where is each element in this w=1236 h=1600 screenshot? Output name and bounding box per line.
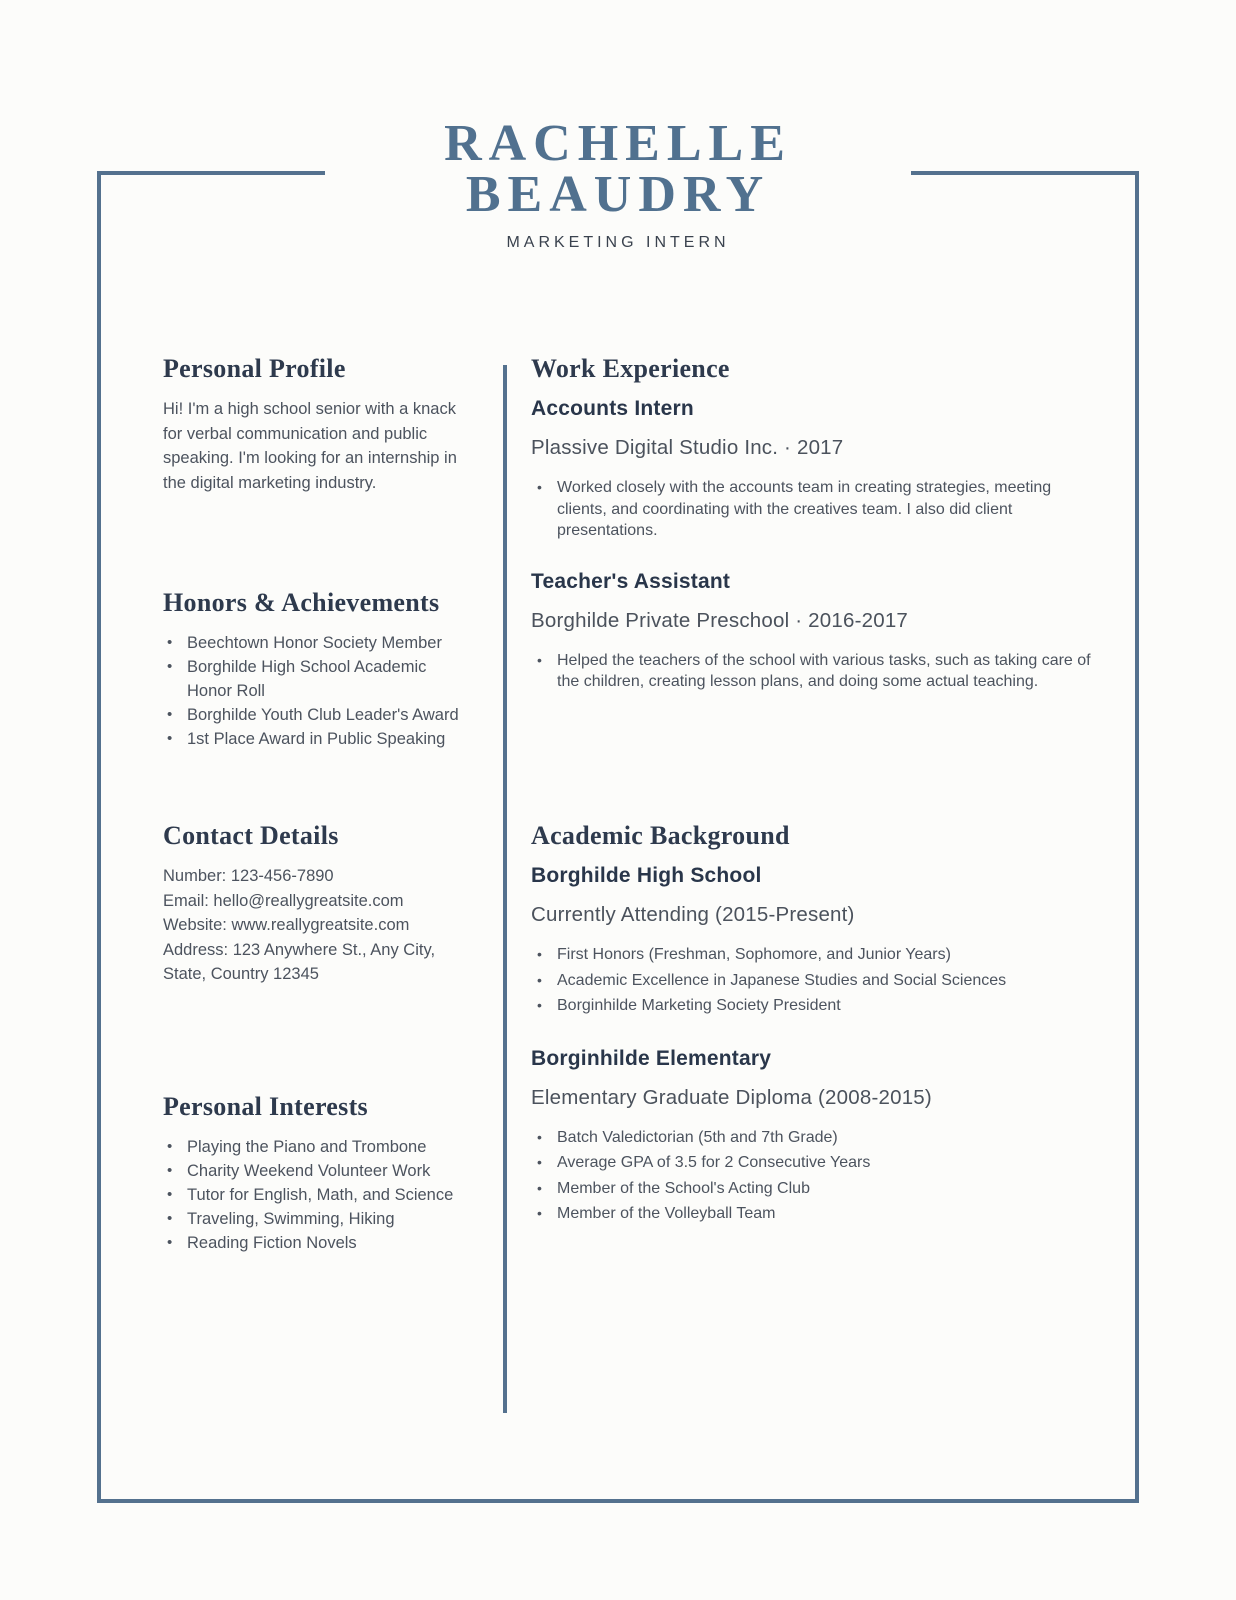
list-item: • Borghilde High School Academic Honor Roll bbox=[163, 655, 471, 703]
header bbox=[325, 112, 911, 266]
name-line-2: BEAUDRY bbox=[465, 166, 771, 223]
profile-text: Hi! I'm a high school senior with a knack for verbal communication and public speaking. I'm looking for an internship in the digital marketing industry. bbox=[163, 400, 457, 492]
contact-lines bbox=[163, 864, 471, 987]
section-interests bbox=[163, 1090, 471, 1255]
list-item: • Beechtown Honor Society Member bbox=[163, 631, 471, 655]
section-contact bbox=[163, 819, 471, 987]
job-title: Accounts Intern bbox=[531, 397, 694, 420]
list-item: • Tutor for English, Math, and Science bbox=[163, 1183, 471, 1207]
job-entry bbox=[531, 397, 1103, 542]
name-line-1: RACHELLE bbox=[444, 115, 792, 172]
contact-email: Email: hello@reallygreatsite.com bbox=[163, 891, 404, 910]
section-honors bbox=[163, 586, 471, 751]
section-heading: Academic Background bbox=[531, 821, 790, 850]
list-item: • Member of the Volleyball Team bbox=[531, 1203, 1103, 1225]
list-item: • Borginhilde Marketing Society President bbox=[531, 995, 1103, 1017]
person-name bbox=[325, 115, 911, 223]
section-personal-profile bbox=[163, 352, 471, 495]
school-entry bbox=[531, 864, 1103, 1017]
job-bullets bbox=[531, 477, 1103, 542]
list-item: • Borghilde Youth Club Leader's Award bbox=[163, 703, 471, 727]
honors-list bbox=[163, 631, 471, 751]
section-heading: Personal Interests bbox=[163, 1092, 368, 1121]
school-sub: Currently Attending (2015-Present) bbox=[531, 903, 855, 926]
school-sub: Elementary Graduate Diploma (2008-2015) bbox=[531, 1085, 932, 1109]
list-item: • Average GPA of 3.5 for 2 Consecutive Years bbox=[531, 1152, 1103, 1174]
job-org: Plassive Digital Studio Inc. · 2017 bbox=[531, 436, 844, 459]
list-item: • Worked closely with the accounts team in creating strategies, meeting clients, and coordinating with the creatives team. I also did client presentations. bbox=[531, 477, 1103, 542]
section-heading: Work Experience bbox=[531, 354, 730, 383]
list-item: • Helped the teachers of the school with various tasks, such as taking care of the children, creating lesson plans, and doing some actual teaching. bbox=[531, 650, 1103, 693]
job-org: Borghilde Private Preschool · 2016-2017 bbox=[531, 608, 909, 632]
contact-website: Website: www.reallygreatsite.com bbox=[163, 916, 410, 934]
list-item: • Member of the School's Acting Club bbox=[531, 1178, 1103, 1200]
list-item: • Batch Valedictorian (5th and 7th Grade) bbox=[531, 1127, 1103, 1149]
section-academic-background bbox=[531, 819, 1103, 1253]
section-heading: Honors & Achievements bbox=[163, 588, 440, 617]
section-heading: Contact Details bbox=[163, 821, 339, 850]
interests-list bbox=[163, 1135, 471, 1255]
list-item: • Charity Weekend Volunteer Work bbox=[163, 1159, 471, 1183]
list-item: • 1st Place Award in Public Speaking bbox=[163, 727, 471, 751]
contact-address: Address: 123 Anywhere St., Any City, State, Country 12345 bbox=[163, 940, 436, 983]
contact-number: Number: 123-456-7890 bbox=[163, 867, 334, 885]
column-divider bbox=[503, 365, 507, 1413]
job-entry bbox=[531, 570, 1103, 693]
school-entry bbox=[531, 1047, 1103, 1225]
list-item: • Playing the Piano and Trombone bbox=[163, 1135, 471, 1159]
school-bullets bbox=[531, 944, 1103, 1017]
section-work-experience bbox=[531, 352, 1103, 721]
job-bullets bbox=[531, 650, 1103, 693]
school-name: Borghilde High School bbox=[531, 864, 762, 887]
school-name: Borginhilde Elementary bbox=[531, 1046, 772, 1070]
list-item: • First Honors (Freshman, Sophomore, and Junior Years) bbox=[531, 944, 1103, 966]
section-heading: Personal Profile bbox=[163, 354, 346, 383]
header-job-title: MARKETING INTERN bbox=[506, 234, 730, 251]
list-item: • Academic Excellence in Japanese Studies and Social Sciences bbox=[531, 970, 1103, 992]
list-item: • Reading Fiction Novels bbox=[163, 1231, 471, 1255]
list-item: • Traveling, Swimming, Hiking bbox=[163, 1207, 471, 1231]
school-bullets bbox=[531, 1127, 1103, 1225]
job-title: Teacher's Assistant bbox=[531, 569, 731, 593]
